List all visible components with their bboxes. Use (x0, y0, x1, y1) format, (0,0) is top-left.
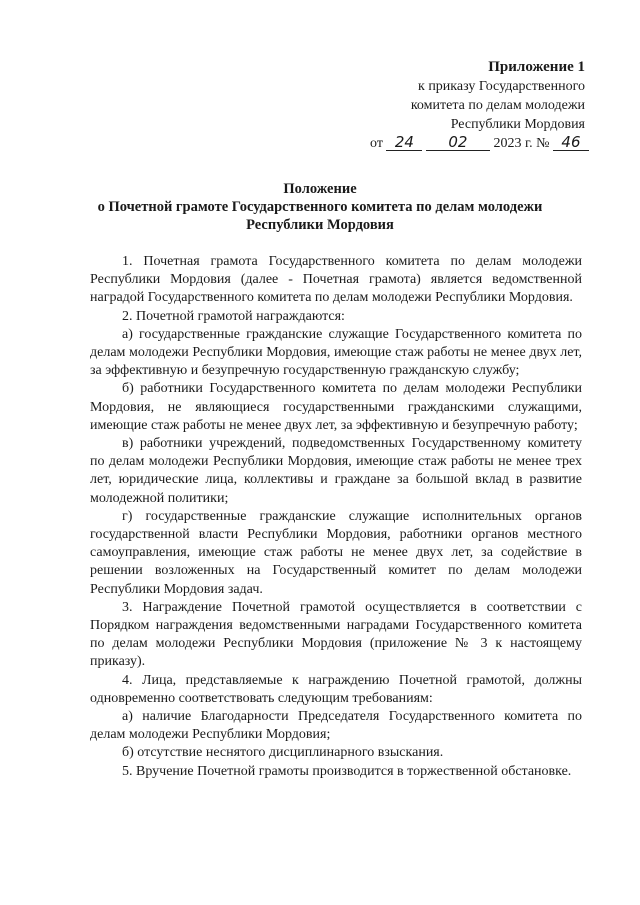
paragraph: в) работники учреждений, подведомственных Государственному комитету по делам молодежи Республики Мордовия, имеющие стаж работы не менее трех лет, юридические лица, коллективы и граждане за большой вклад в развитие молодежной политики; (90, 436, 582, 506)
paragraph: 5. Вручение Почетной грамоты производится в торжественной обстановке. (122, 763, 572, 779)
appendix-title: Приложение 1 (488, 59, 585, 75)
paragraph: 2. Почетной грамотой награждаются: (122, 308, 345, 324)
paragraph: а) государственные гражданские служащие Государственного комитета по делам молодежи Республики Мордовия, имеющие стаж работы не менее двух лет, за эффективную и безупречную государственную гражданскую службу; (90, 326, 582, 379)
paragraph: а) наличие Благодарности Председателя Государственного комитета по делам молодежи Республики Мордовия; (90, 709, 582, 743)
paragraph: 1. Почетная грамота Государственного комитета по делам молодежи Республики Мордовия (далее - Почетная грамота) является ведомственной наградой Государственного комитета по делам молодежи Республики Мордовия. (90, 254, 582, 306)
paragraph: б) отсутствие неснятого дисциплинарного взыскания. (122, 745, 444, 761)
appendix-header (370, 58, 585, 153)
appendix-line-2: комитета по делам молодежи (410, 98, 585, 113)
appendix-line-3: Республики Мордовия (450, 117, 585, 132)
title-line-1: Положение (283, 181, 357, 197)
order-year: 2023 г. № (493, 136, 550, 151)
paragraph: г) государственные гражданские служащие исполнительных органов государственной власти Республики Мордовия, работники органов местного самоуправления, имеющие стаж работы не менее двух лет, за содействие в решении возложенных на Государственный комитет по делам молодежи Республики Мордовия задач. (90, 508, 582, 597)
document-title (60, 180, 580, 234)
appendix-line-1: к приказу Государственного (418, 79, 585, 94)
title-line-2: о Почетной грамоте Государственного комитета по делам молодежи (97, 199, 543, 215)
order-number-handwritten: 46 (553, 134, 589, 151)
order-prefix: от (370, 136, 383, 151)
order-day-handwritten: 24 (386, 134, 422, 151)
title-line-3: Республики Мордовия (246, 217, 394, 233)
order-month-handwritten: 02 (426, 134, 490, 151)
paragraph: 4. Лица, представляемые к награждению Почетной грамотой, должны одновременно соответствовать следующим требованиям: (90, 672, 582, 706)
paragraph: б) работники Государственного комитета по делам молодежи Республики Мордовия, не являющиеся государственными гражданскими служащими, имеющие стаж работы не менее двух лет, за эффективную и безупречную работу; (90, 381, 582, 433)
document-body (90, 253, 582, 781)
order-date-line (370, 134, 585, 153)
paragraph: 3. Награждение Почетной грамотой осуществляется в соответствии с Порядком награждения ведомственными наградами Государственного комитета по делам молодежи Республики Мордовия (приложение № 3 к настоящему приказу). (90, 599, 582, 670)
